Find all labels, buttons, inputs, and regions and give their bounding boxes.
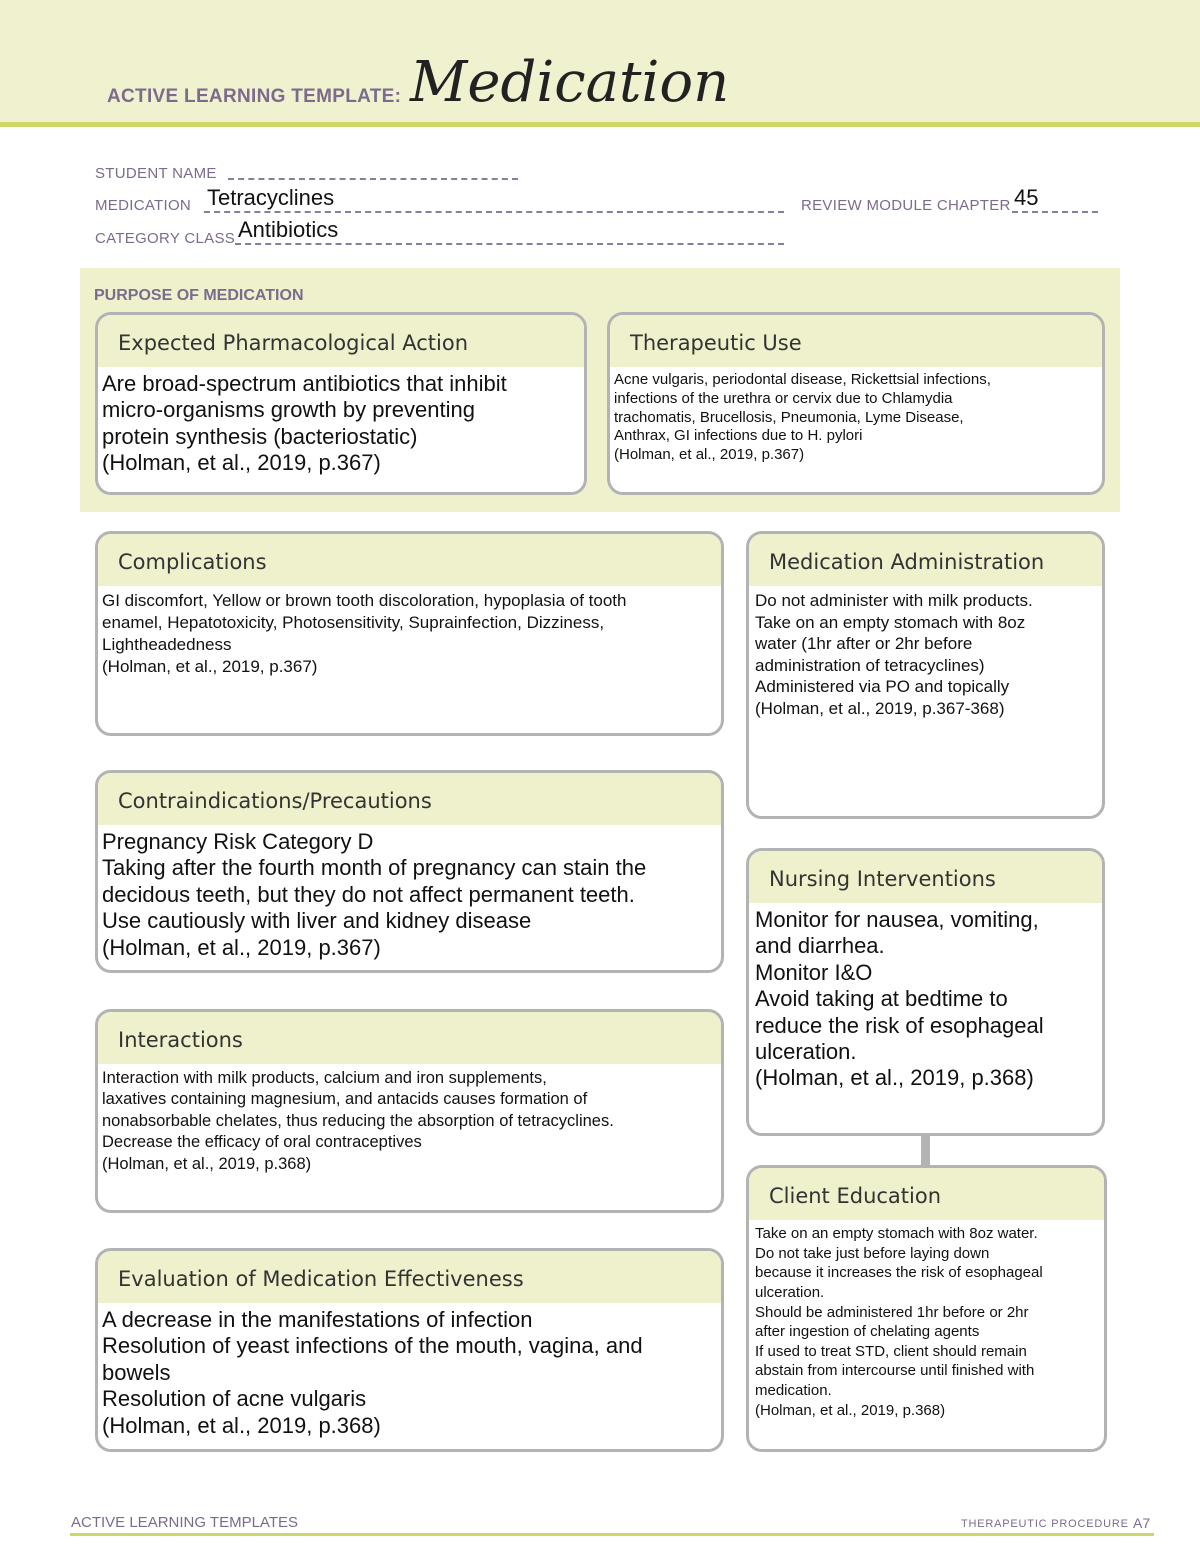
box-title: Interactions xyxy=(98,1012,721,1064)
box-title: Therapeutic Use xyxy=(610,315,1102,367)
box-title: Expected Pharmacological Action xyxy=(98,315,584,367)
box-content[interactable]: Do not administer with milk products. Take on an empty stomach with 8oz water (1hr after or 2hr before administration of tetracyclines) Administered via PO and topically (Holman, et al., 2019, p.367-368) xyxy=(755,591,1033,718)
box-content[interactable]: Acne vulgaris, periodontal disease, Rickettsial infections, infections of the urethra or cervix due to Chlamydia trachomatis, Brucellosis, Pneumonia, Lyme Disease, Anthrax, GI infections due to H. pylori (Holman, et al., 2019, p.367) xyxy=(614,371,991,463)
box-title: Nursing Interventions xyxy=(749,851,1102,903)
page-title: Medication xyxy=(410,50,730,115)
box-title: Medication Administration xyxy=(749,534,1102,586)
expected-action-box xyxy=(95,312,587,495)
student-name-label: STUDENT NAME xyxy=(95,165,217,182)
footer-section: THERAPEUTIC PROCEDURE xyxy=(961,1518,1129,1530)
box-title: Client Education xyxy=(749,1168,1104,1220)
review-chapter-value: 45 xyxy=(1014,185,1039,210)
category-label: CATEGORY CLASS xyxy=(95,230,236,247)
therapeutic-use-box xyxy=(607,312,1105,495)
review-chapter-label: REVIEW MODULE CHAPTER xyxy=(801,197,1011,214)
medication-label: MEDICATION xyxy=(95,197,192,214)
contraindications-box xyxy=(95,770,724,973)
footer-left: ACTIVE LEARNING TEMPLATES xyxy=(71,1514,298,1531)
box-connector xyxy=(921,1134,930,1166)
template-label: ACTIVE LEARNING TEMPLATE: xyxy=(107,86,402,107)
header-divider xyxy=(0,122,1200,127)
box-content[interactable]: Are broad-spectrum antibiotics that inhibit micro-organisms growth by preventing protein synthesis (bacteriostatic) (Holman, et al., 2019, p.367) xyxy=(102,371,507,476)
category-value: Antibiotics xyxy=(238,217,339,242)
box-title: Evaluation of Medication Effectiveness xyxy=(98,1251,721,1303)
medication-administration-box xyxy=(746,531,1105,819)
box-content[interactable]: Monitor for nausea, vomiting, and diarrhea. Monitor I&O Avoid taking at bedtime to reduce the risk of esophageal ulceration. (Holman, et al., 2019, p.368) xyxy=(755,907,1044,1091)
page-number: A7 xyxy=(1133,1515,1151,1531)
medication-field[interactable] xyxy=(204,211,784,213)
client-education-box xyxy=(746,1165,1107,1452)
nursing-interventions-box xyxy=(746,848,1105,1136)
box-content[interactable]: Take on an empty stomach with 8oz water. Do not take just before laying down because it increases the risk of esophageal ulceration. Should be administered 1hr before or 2hr after ingestion of chelating agents If used to treat STD, client should remain abstain from intercourse until finished with medication. (Holman, et al., 2019, p.368) xyxy=(755,1225,1043,1419)
box-title: Contraindications/Precautions xyxy=(98,773,721,825)
complications-box xyxy=(95,531,724,736)
evaluation-box xyxy=(95,1248,724,1452)
student-name-field[interactable] xyxy=(228,178,518,180)
box-content[interactable]: GI discomfort, Yellow or brown tooth discoloration, hypoplasia of tooth enamel, Hepatotoxicity, Photosensitivity, Suprainfection, Dizziness, Lightheadedness (Holman, et al., 2019, p.367) xyxy=(102,591,627,677)
review-chapter-field[interactable] xyxy=(1012,211,1098,213)
purpose-title: PURPOSE OF MEDICATION xyxy=(94,287,304,304)
footer-divider xyxy=(70,1533,1154,1536)
interactions-box xyxy=(95,1009,724,1213)
box-content[interactable]: A decrease in the manifestations of infection Resolution of yeast infections of the mouth, vagina, and bowels Resolution of acne vulgaris (Holman, et al., 2019, p.368) xyxy=(102,1307,643,1438)
box-content[interactable]: Pregnancy Risk Category D Taking after the fourth month of pregnancy can stain the decidous teeth, but they do not affect permanent teeth. Use cautiously with liver and kidney disease (Holman, et al., 2019, p.367) xyxy=(102,829,647,960)
medication-value: Tetracyclines xyxy=(207,185,335,210)
box-title: Complications xyxy=(98,534,721,586)
category-field[interactable] xyxy=(235,243,784,245)
box-content[interactable]: Interaction with milk products, calcium and iron supplements, laxatives containing magnesium, and antacids causes formation of nonabsorbable chelates, thus reducing the absorption of tetracyclines. Decrease the efficacy of oral contraceptives (Holman, et al., 2019, p.368) xyxy=(102,1069,614,1173)
